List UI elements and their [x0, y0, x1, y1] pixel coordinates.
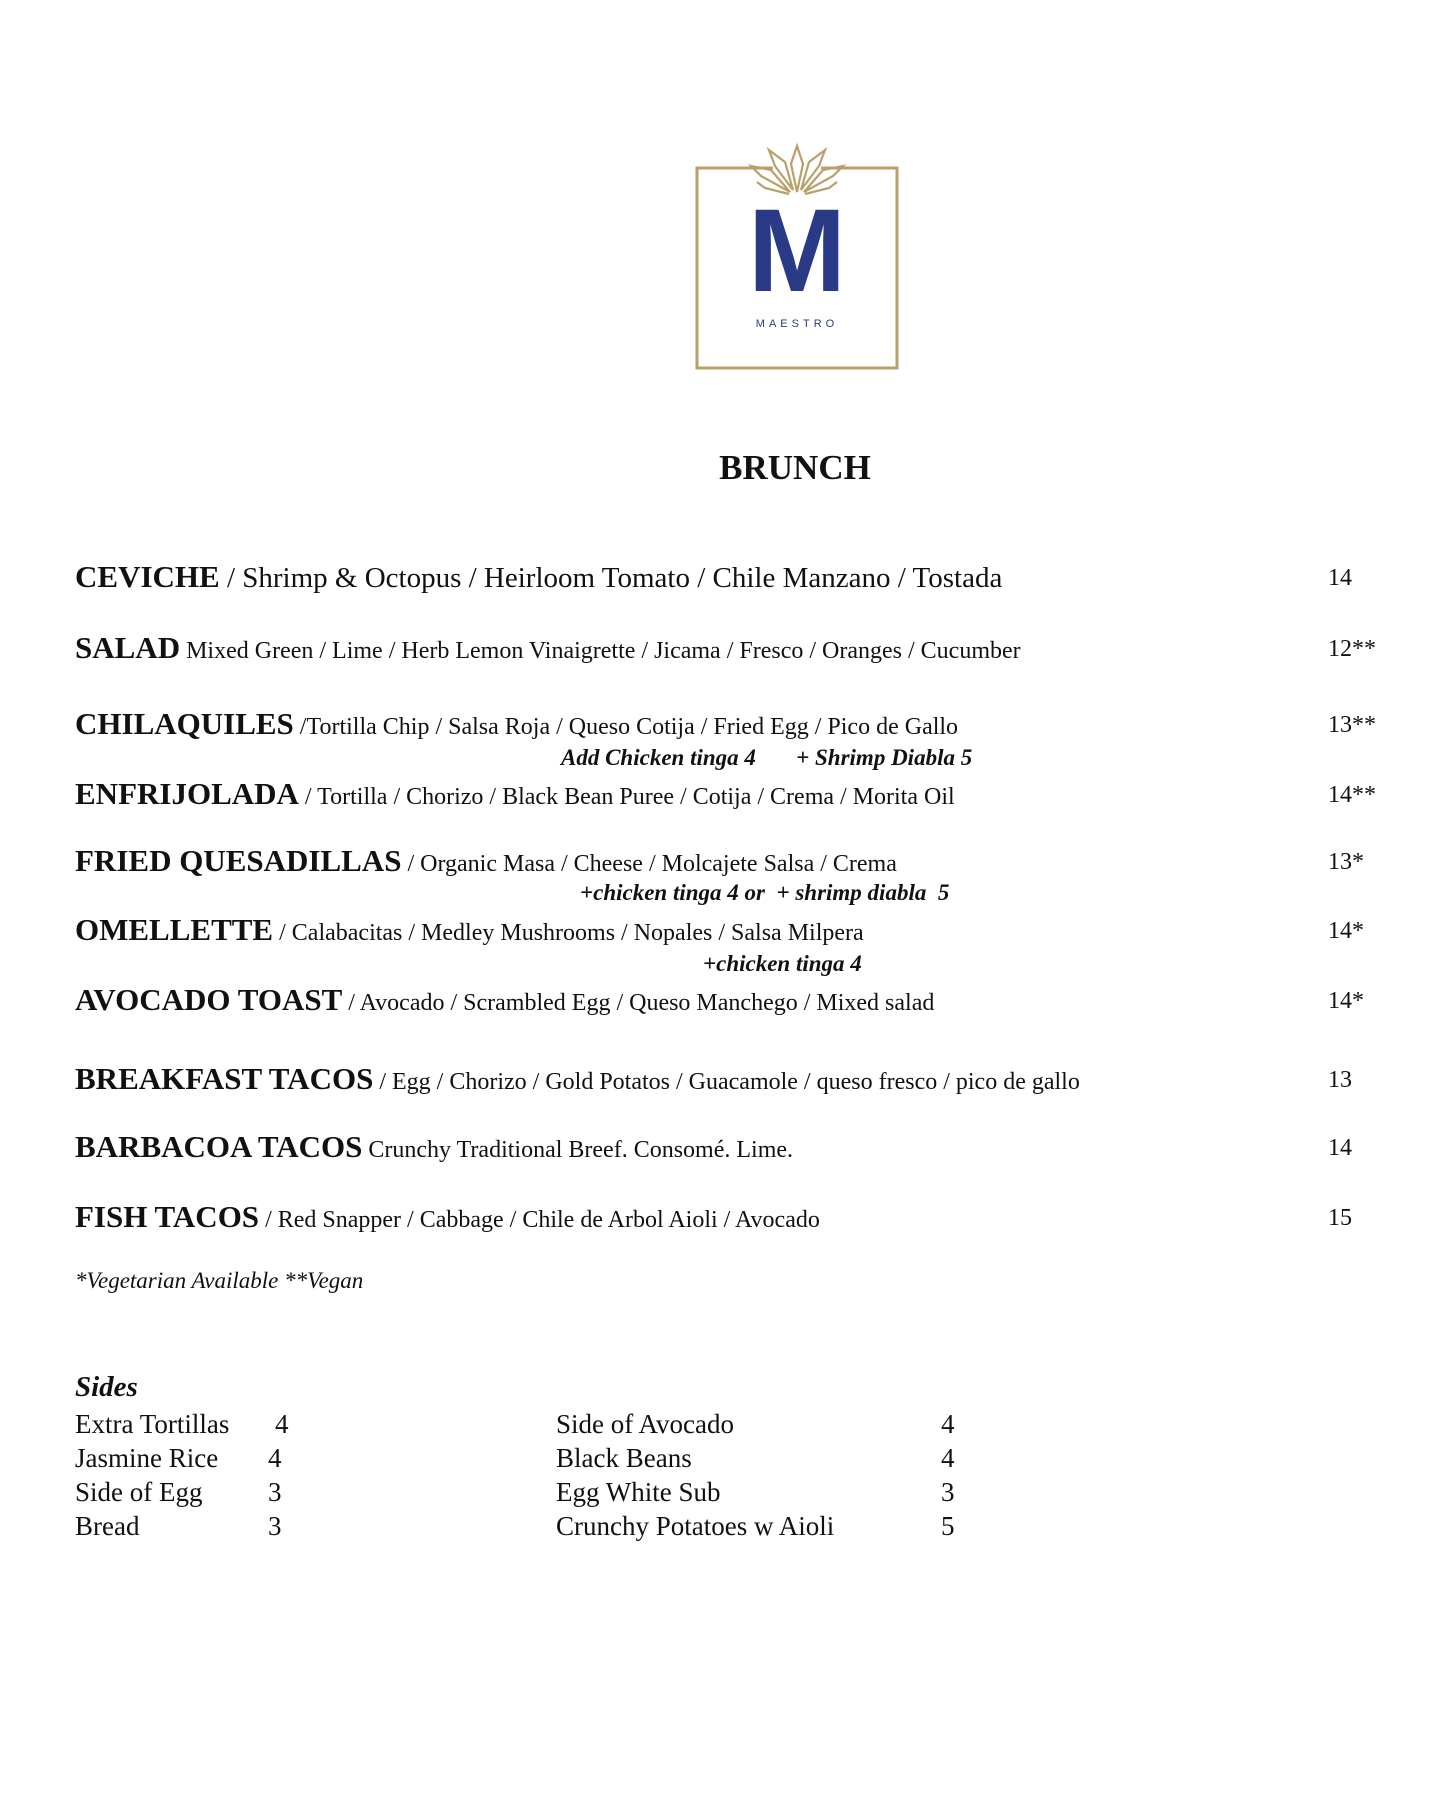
side-price: 4: [941, 1409, 955, 1439]
item-name: SALAD: [75, 630, 181, 665]
menu-item: [75, 912, 1395, 948]
item-addon: +chicken tinga 4: [703, 951, 862, 976]
side-price: 3: [268, 1477, 282, 1507]
item-name: BREAKFAST TACOS: [75, 1061, 374, 1096]
menu-item: [75, 982, 1395, 1018]
menu-item: [75, 630, 1395, 666]
side-name: Black Beans: [556, 1443, 692, 1473]
item-description: / Shrimp & Octopus / Heirloom Tomato / Chile Manzano / Tostada: [219, 562, 1003, 594]
item-description: /Tortilla Chip / Salsa Roja / Queso Cotija / Fried Egg / Pico de Gallo: [293, 714, 959, 740]
logo-wordmark: MAESTRO: [755, 318, 839, 330]
side-price: 5: [941, 1511, 955, 1541]
logo-letter: M: [747, 185, 847, 317]
item-price: 12**: [1328, 636, 1376, 662]
item-description: / Tortilla / Chorizo / Black Bean Puree / Cotija / Crema / Morita Oil: [298, 784, 955, 810]
menu-item: [75, 1199, 1395, 1235]
item-name: FRIED QUESADILLAS: [75, 843, 402, 878]
item-addon: Add Chicken tinga 4 + Shrimp Diabla 5: [561, 745, 973, 770]
item-description: / Organic Masa / Cheese / Molcajete Salsa / Crema: [401, 851, 897, 877]
item-price: 14**: [1328, 782, 1376, 808]
dietary-footnote: *Vegetarian Available **Vegan: [75, 1268, 364, 1293]
item-price: 14*: [1328, 988, 1364, 1014]
item-description: Crunchy Traditional Breef. Consomé. Lime.: [362, 1137, 794, 1163]
side-price: 4: [941, 1443, 955, 1473]
item-price: 13**: [1328, 712, 1376, 738]
item-price: 14: [1328, 1135, 1352, 1161]
item-addon: +chicken tinga 4 or + shrimp diabla 5: [580, 880, 950, 905]
menu-title: BRUNCH: [719, 448, 871, 487]
menu-item: [75, 843, 1395, 879]
side-name: Extra Tortillas: [75, 1409, 230, 1439]
item-description: / Egg / Chorizo / Gold Potatos / Guacamole / queso fresco / pico de gallo: [373, 1069, 1080, 1095]
side-price: 4: [275, 1409, 289, 1439]
item-name: CHILAQUILES: [75, 706, 294, 741]
item-description: / Avocado / Scrambled Egg / Queso Manchego / Mixed salad: [342, 990, 935, 1016]
menu-item: [75, 1129, 1395, 1165]
side-name: Jasmine Rice: [75, 1443, 219, 1473]
side-name: Side of Avocado: [556, 1409, 734, 1439]
menu-item: [75, 706, 1395, 742]
side-name: Egg White Sub: [556, 1477, 721, 1507]
item-name: CEVICHE: [75, 559, 220, 594]
side-price: 3: [268, 1511, 282, 1541]
side-name: Bread: [75, 1511, 140, 1541]
maestro-logo: [695, 132, 899, 370]
item-price: 14*: [1328, 918, 1364, 944]
item-name: BARBACOA TACOS: [75, 1129, 363, 1164]
item-name: OMELLETTE: [75, 912, 274, 947]
item-name: FISH TACOS: [75, 1199, 260, 1234]
menu-item: [75, 776, 1395, 812]
side-name: Side of Egg: [75, 1477, 203, 1507]
side-name: Crunchy Potatoes w Aioli: [556, 1511, 835, 1541]
item-description: / Red Snapper / Cabbage / Chile de Arbol Aioli / Avocado: [259, 1207, 820, 1233]
item-price: 15: [1328, 1205, 1352, 1231]
item-price: 13*: [1328, 849, 1364, 875]
menu-item: [75, 559, 1395, 595]
item-name: ENFRIJOLADA: [75, 776, 299, 811]
item-price: 14: [1328, 565, 1352, 591]
item-price: 13: [1328, 1067, 1352, 1093]
item-description: Mixed Green / Lime / Herb Lemon Vinaigrette / Jicama / Fresco / Oranges / Cucumber: [180, 638, 1021, 664]
side-price: 4: [268, 1443, 282, 1473]
item-description: / Calabacitas / Medley Mushrooms / Nopales / Salsa Milpera: [273, 920, 864, 946]
sides-title: Sides: [75, 1371, 138, 1403]
item-name: AVOCADO TOAST: [75, 982, 343, 1017]
side-price: 3: [941, 1477, 955, 1507]
menu-item: [75, 1061, 1395, 1097]
